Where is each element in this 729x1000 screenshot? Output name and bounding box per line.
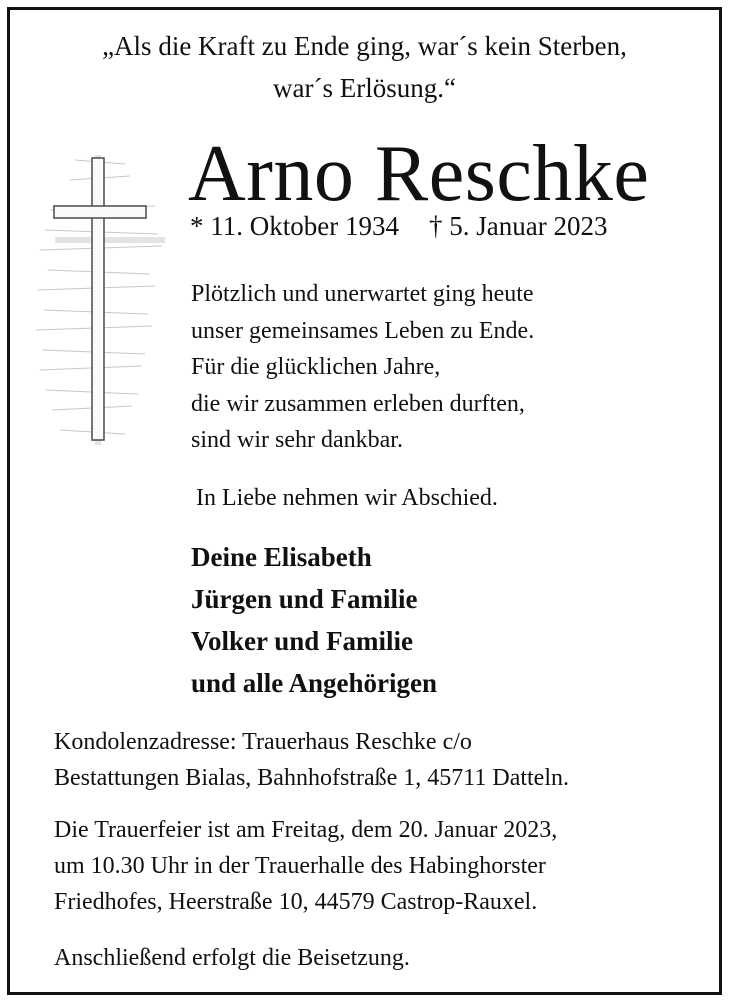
condolence-address — [54, 724, 569, 796]
quote-line-1: „Als die Kraft zu Ende ging, war´s kein Sterben, — [102, 31, 627, 61]
ceremony-line: um 10.30 Uhr in der Trauerhalle des Habinghorster — [54, 853, 546, 879]
condolence-line: Kondolenzadresse: Trauerhaus Reschke c/o — [54, 729, 472, 755]
ceremony-line: Friedhofes, Heerstraße 10, 44579 Castrop-Rauxel. — [54, 889, 538, 915]
poem-line: Plötzlich und unerwartet ging heute — [191, 281, 534, 307]
mourners-list — [191, 536, 437, 704]
mourner: Volker und Familie — [191, 626, 414, 656]
cross-icon — [30, 140, 170, 460]
ceremony-info — [54, 812, 557, 920]
poem-line: unser gemeinsames Leben zu Ende. — [191, 317, 535, 344]
poem-line: die wir zusammen erleben durften, — [191, 390, 525, 417]
birth-date: * 11. Oktober 1934 — [190, 211, 399, 241]
poem-line: Für die glücklichen Jahre, — [191, 354, 441, 380]
mourner: Jürgen und Familie — [191, 584, 418, 614]
poem — [191, 276, 534, 459]
life-dates — [190, 208, 607, 244]
poem-line: sind wir sehr dankbar. — [191, 427, 403, 453]
death-date: † 5. Januar 2023 — [428, 211, 608, 241]
condolence-line: Bestattungen Bialas, Bahnhofstraße 1, 45711 Datteln. — [54, 765, 570, 791]
mourner: Deine Elisabeth — [191, 542, 372, 572]
farewell-line: In Liebe nehmen wir Abschied. — [196, 485, 498, 511]
ceremony-line: Die Trauerfeier ist am Freitag, dem 20. Januar 2023, — [54, 817, 558, 843]
mourner: und alle Angehörigen — [191, 668, 438, 698]
burial-note: Anschließend erfolgt die Beisetzung. — [54, 945, 410, 971]
quote-line-2: war´s Erlösung.“ — [273, 73, 456, 103]
deceased-name: Arno Reschke — [188, 130, 650, 218]
